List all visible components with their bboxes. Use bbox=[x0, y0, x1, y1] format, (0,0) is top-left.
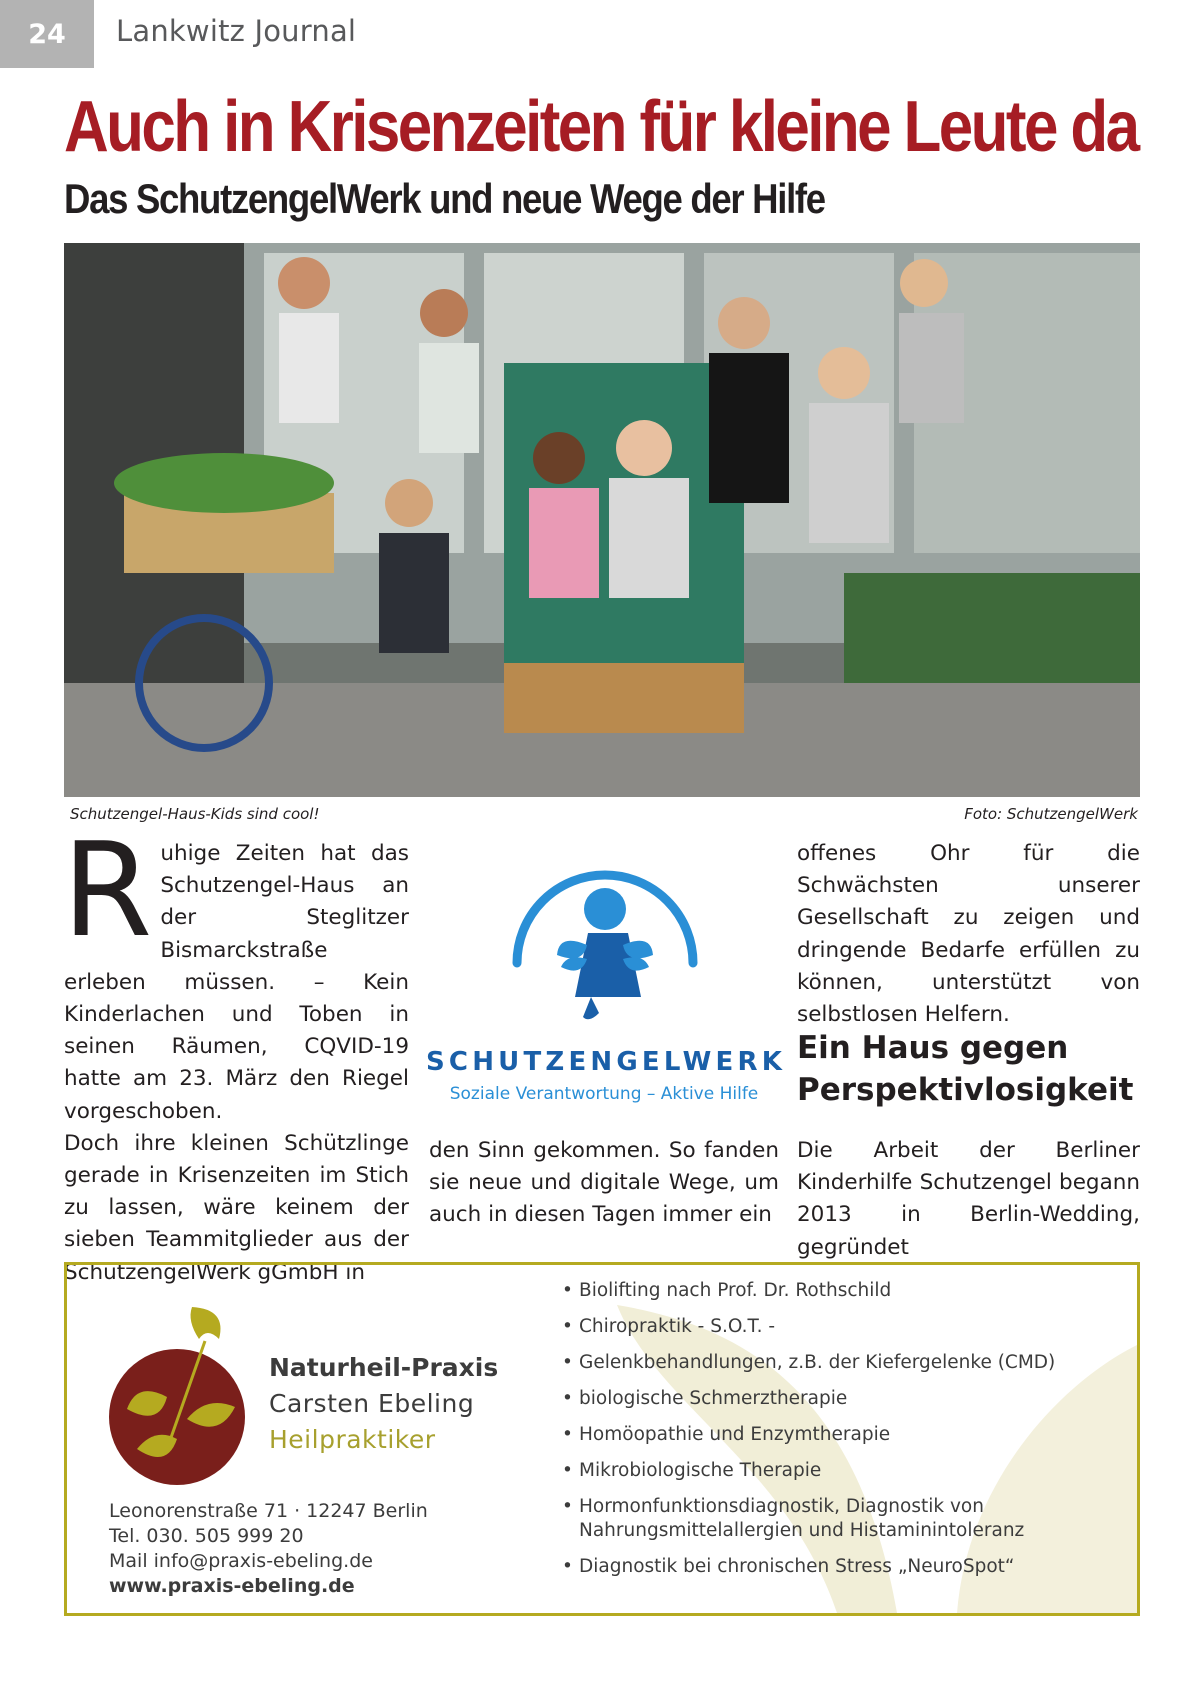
article-paragraph-3: den Sinn gekommen. So fanden sie neue und digitale Wege, um auch in diesen Tagen immer ein bbox=[429, 1138, 779, 1228]
photo-credit: Foto: SchutzengelWerk bbox=[964, 805, 1138, 823]
article-column-3 bbox=[797, 838, 1140, 1031]
article-photo bbox=[64, 243, 1140, 797]
dropcap: R bbox=[62, 814, 153, 966]
section-heading: Ein Haus gegen Perspektivlosigkeit bbox=[797, 1030, 1134, 1108]
angel-logo-icon bbox=[495, 845, 715, 1045]
list-item: • Homöopathie und Enzymtherapie bbox=[562, 1423, 1132, 1447]
journal-name: Lankwitz Journal bbox=[116, 14, 357, 48]
logo-name: SCHUTZENGELWERK bbox=[426, 1047, 787, 1077]
list-item: • Diagnostik bei chronischen Stress „NeuroSpot“ bbox=[562, 1555, 1132, 1579]
list-item: • Hormonfunktionsdiagnostik, Diagnostik von Nahrungsmittelallergien und Histaminintoleranz bbox=[562, 1495, 1132, 1543]
list-item: • Biolifting nach Prof. Dr. Rothschild bbox=[562, 1279, 1132, 1303]
article-column-2 bbox=[429, 1135, 779, 1232]
headline: Auch in Krisenzeiten für kleine Leute da bbox=[64, 87, 1138, 167]
list-item: • Mikrobiologische Therapie bbox=[562, 1459, 1132, 1483]
practice-owner: Carsten Ebeling bbox=[269, 1389, 475, 1418]
address: Leonorenstraße 71 · 12247 Berlin bbox=[109, 1500, 428, 1522]
practice-role: Heilpraktiker bbox=[269, 1425, 436, 1454]
contact-block bbox=[109, 1499, 428, 1599]
website: www.praxis-ebeling.de bbox=[109, 1575, 355, 1597]
article-paragraph-5: Die Arbeit der Berliner Kinderhilfe Schutzengel begann 2013 in Berlin-Wedding, gegründet bbox=[797, 1138, 1140, 1260]
page-number: 24 bbox=[0, 0, 94, 68]
logo-tagline: Soziale Verantwortung – Aktive Hilfe bbox=[449, 1084, 759, 1104]
article-paragraph-1: uhige Zeiten hat das Schutzengel-Haus an der Steglitzer Bismarckstraße erleben müssen. – Kein Kinderlachen und Toben in seinen Räumen, CQVID-19 hatte am 23. März den Riegel vorgeschoben. bbox=[64, 841, 409, 1124]
phone: Tel. 030. 505 999 20 bbox=[109, 1525, 304, 1547]
advertisement bbox=[64, 1262, 1140, 1616]
email: Mail info@praxis-ebeling.de bbox=[109, 1550, 373, 1572]
list-item: • Chiropraktik - S.O.T. - bbox=[562, 1315, 1132, 1339]
photo-caption: Schutzengel-Haus-Kids sind cool! bbox=[70, 805, 320, 823]
article-column-4 bbox=[797, 1135, 1140, 1264]
article-paragraph-2: Doch ihre kleinen Schützlinge gerade in Krisenzeiten im Stich zu lassen, wäre keinem der sieben Teammitglieder aus der SchutzengelWerk gGmbH in bbox=[64, 1130, 409, 1285]
ginkgo-emblem-icon bbox=[107, 1299, 257, 1489]
article-paragraph-4: offenes Ohr für die Schwächsten unserer Gesellschaft zu zeigen und dringende Bedarfe erfüllen zu können, unterstützt von selbstlosen Helfern. bbox=[797, 841, 1140, 1028]
list-item: • Gelenkbehandlungen, z.B. der Kiefergelenke (CMD) bbox=[562, 1351, 1132, 1375]
subheadline: Das SchutzengelWerk und neue Wege der Hilfe bbox=[64, 175, 825, 222]
practice-name: Naturheil-Praxis bbox=[269, 1353, 499, 1382]
services-list bbox=[562, 1279, 1132, 1591]
list-item: • biologische Schmerztherapie bbox=[562, 1387, 1132, 1411]
